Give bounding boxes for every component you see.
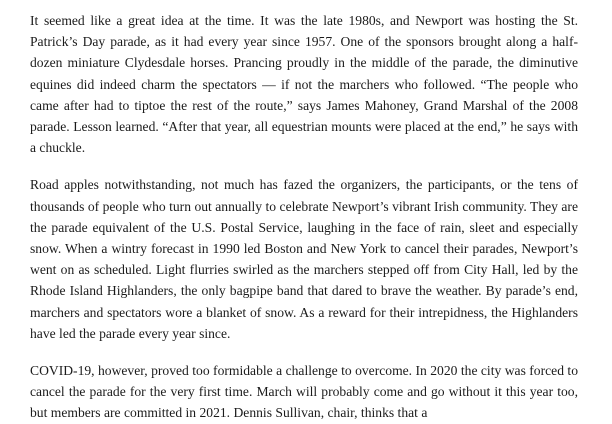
paragraph: COVID-19, however, proved too formidable a challenge to overcome. In 2020 the city was forced to cancel the parade for the very first time. March will probably come and go without it this year too, but members are committed in 2021. Dennis Sullivan, chair, thinks that a <box>30 363 578 421</box>
paragraph: Road apples notwithstanding, not much has fazed the organizers, the participants, or the tens of thousands of people who turn out annually to celebrate Newport’s vibrant Irish community. They are the parade equivalent of the U.S. Postal Service, laughing in the face of rain, sleet and especially snow. When a wintry forecast in 1990 led Boston and New York to cancel their parades, Newport’s went on as scheduled. Light flurries swirled as the marchers stepped off from City Hall, led by the Rhode Island Highlanders, the only bagpipe band that dared to brave the weather. By parade’s end, marchers and spectators wore a blanket of snow. As a reward for their intrepidness, the Highlanders have led the parade every year since. <box>30 177 578 341</box>
article-body <box>30 10 578 424</box>
paragraph: It seemed like a great idea at the time. It was the late 1980s, and Newport was hosting the St. Patrick’s Day parade, as it had every year since 1957. One of the sponsors brought along a half-dozen miniature Clydesdale horses. Prancing proudly in the middle of the parade, the diminutive equines did indeed charm the spectators — if not the marchers who followed. “The people who came after had to tiptoe the rest of the route,” says James Mahoney, Grand Marshal of the 2008 parade. Lesson learned. “After that year, all equestrian mounts were placed at the end,” he says with a chuckle. <box>30 13 578 156</box>
